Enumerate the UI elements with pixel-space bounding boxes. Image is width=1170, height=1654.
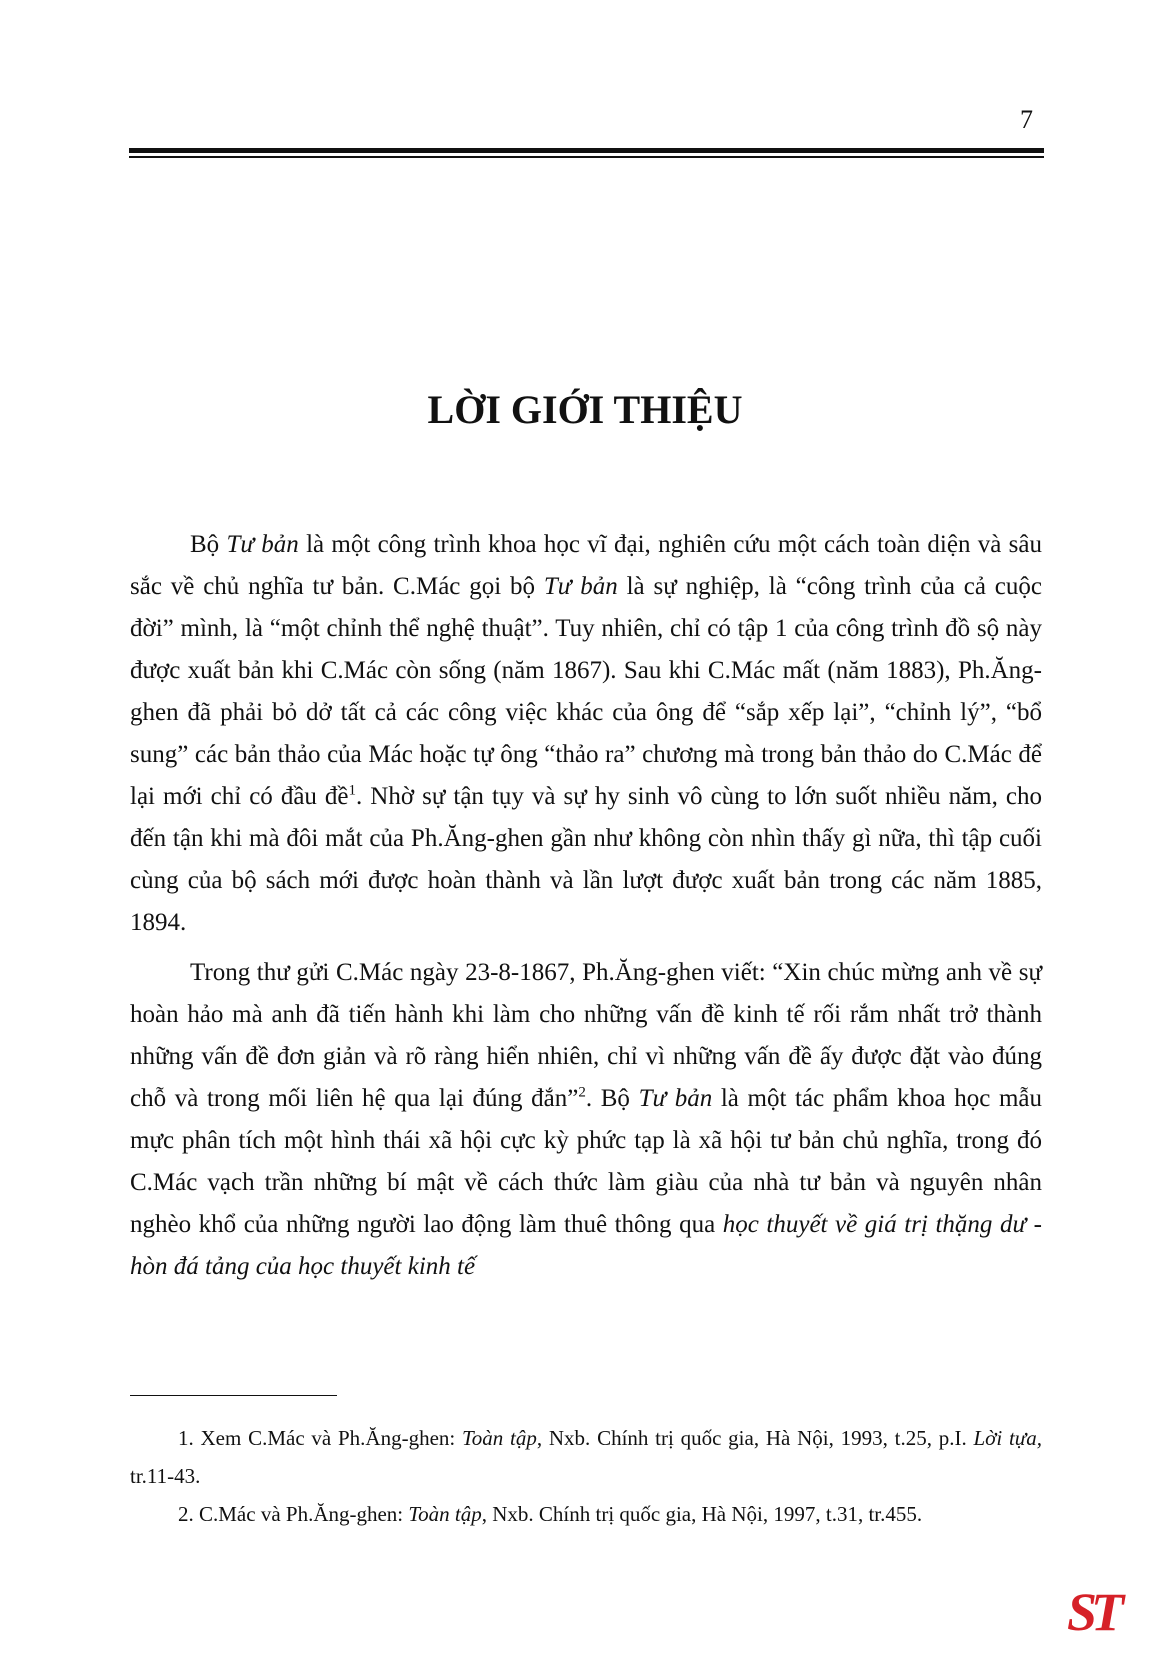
text-run: , Nxb. Chính trị quốc gia, Hà Nội, 1993, t.25, p.I.	[536, 1426, 974, 1450]
footnote-2	[130, 1495, 1042, 1533]
body-text	[130, 524, 1042, 1296]
paragraph-1	[130, 524, 1042, 944]
italic-title: Lời tựa,	[973, 1426, 1042, 1450]
text-run: . Bộ	[585, 1085, 639, 1112]
italic-title: Tư bản	[226, 531, 299, 558]
page-number: 7	[1020, 105, 1033, 134]
italic-title: Toàn tập	[408, 1502, 482, 1526]
publisher-logo: ST	[1066, 1582, 1118, 1642]
text-run: là một công trình khoa học vĩ đại, nghiên cứu một cách toàn diện và sâu sắc về chủ nghĩa tư bản. C.Mác gọi bộ	[130, 531, 1042, 600]
italic-title: Tư bản	[638, 1085, 713, 1112]
header-rule-thin	[129, 156, 1044, 158]
paragraph-2	[130, 952, 1042, 1288]
text-run: 2. C.Mác và Ph.Ăng-ghen:	[178, 1502, 409, 1526]
text-run: tr.11-43.	[130, 1464, 201, 1488]
text-run: Bộ	[190, 531, 227, 558]
text-run: Trong thư gửi C.Mác ngày 23-8-1867, Ph.Ăng-ghen viết: “Xin chúc mừng anh về sự hoàn hảo mà anh đã tiến hành khi làm cho những vấn đề kinh tế rối rắm nhất trở thành những vấn đề đơn giản và rõ ràng hiển nhiên, chỉ vì những vấn đề ấy được đặt vào đúng chỗ và trong mối liên hệ qua lại đúng đắn”	[130, 959, 1042, 1112]
footnote-1	[130, 1419, 1042, 1495]
italic-title: Toàn tập	[462, 1426, 537, 1450]
text-run: là một tác phẩm khoa học mẫu mực phân tích một hình thái xã hội cực kỳ phức tạp là xã hội tư bản chủ nghĩa, trong đó C.Mác vạch trần những bí mật về cách thức làm giàu của nhà tư bản và nguyên nhân nghèo khổ của những người lao động làm thuê thông qua	[130, 1085, 1042, 1238]
chapter-title: LỜI GIỚI THIỆU	[427, 387, 743, 432]
footnote-ref-2[interactable]: 2	[578, 1084, 586, 1101]
footnote-ref-1[interactable]: 1	[348, 782, 357, 799]
header-rule-thick	[129, 148, 1044, 153]
footnotes	[130, 1419, 1042, 1533]
text-run: . Nhờ sự tận tụy và sự hy sinh vô cùng to lớn suốt nhiều năm, cho đến tận khi mà đôi mắt của Ph.Ăng-ghen gần như không còn nhìn thấy gì nữa, thì tập cuối cùng của bộ sách mới được hoàn thành và lần lượt được xuất bản trong các năm 1885, 1894.	[130, 783, 1042, 936]
italic-phrase: học thuyết về giá trị thặng dư - hòn đá tảng của học thuyết kinh tế	[130, 1211, 1042, 1280]
text-run: , Nxb. Chính trị quốc gia, Hà Nội, 1997, t.31, tr.455.	[481, 1502, 923, 1526]
text-run: 1. Xem C.Mác và Ph.Ăng-ghen:	[178, 1426, 463, 1450]
italic-title: Tư bản	[543, 573, 618, 600]
footnote-separator	[130, 1395, 337, 1396]
text-run: là sự nghiệp, là “công trình của cả cuộc đời” mình, là “một chỉnh thể nghệ thuật”. Tuy nhiên, chỉ có tập 1 của công trình đồ sộ này được xuất bản khi C.Mác còn sống (năm 1867). Sau khi C.Mác mất (năm 1883), Ph.Ăng-ghen đã phải bỏ dở tất cả các công việc khác của ông để “sắp xếp lại”, “chỉnh lý”, “bổ sung” các bản thảo của Mác hoặc tự ông “thảo ra” chương mà trong bản thảo do C.Mác để lại mới chỉ có đầu đề	[130, 573, 1042, 810]
